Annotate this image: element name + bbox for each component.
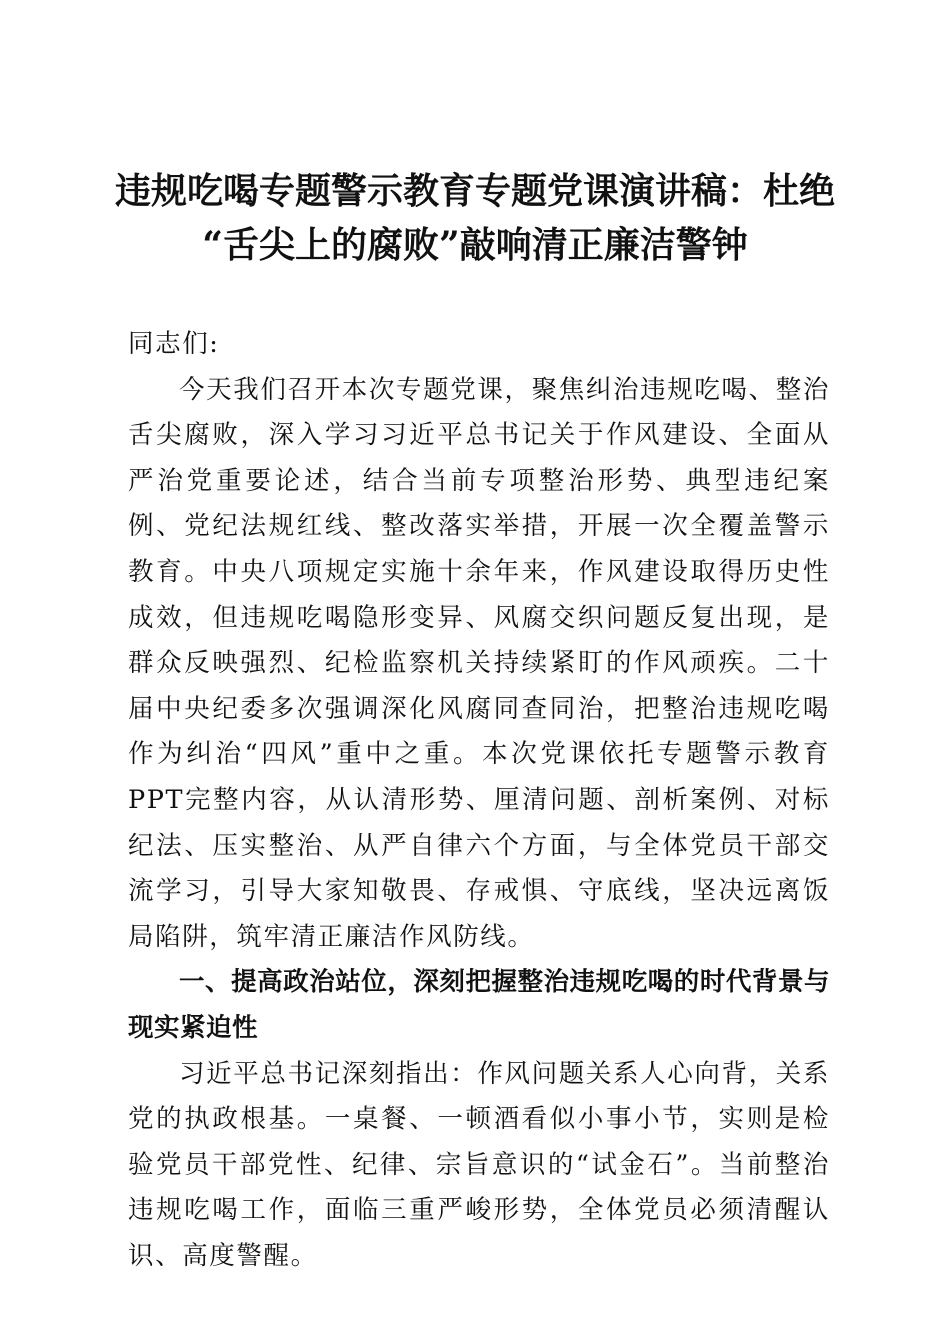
section-paragraph: 习近平总书记深刻指出：作风问题关系人心向背，关系党的执政根基。一桌餐、一顿酒看似小事小节，实则是检验党员干部党性、纪律、宗旨意识的“试金石”。当前整治违规吃喝工作，面临三重严峻形势，全体党员必须清醒认识、高度警醒。 [128,1058,830,1271]
document-title [110,164,840,272]
intro-paragraph: 今天我们召开本次专题党课，聚焦纠治违规吃喝、整治舌尖腐败，深入学习习近平总书记关于作风建设、全面从严治党重要论述，结合当前专项整治形势、典型违纪案例、党纪法规红线、整改落实举措，开展一次全覆盖警示教育。中央八项规定实施十余年来，作风建设取得历史性成效，但违规吃喝隐形变异、风腐交织问题反复出现，是群众反映强烈、纪检监察机关持续紧盯的作风顽疾。二十届中央纪委多次强调深化风腐同查同治，把整治违规吃喝作为纠治“四风”重中之重。本次党课依托专题警示教育PPT完整内容，从认清形势、厘清问题、剖析案例、对标纪法、压实整治、从严自律六个方面，与全体党员干部交流学习，引导大家知敬畏、存戒惧、守底线，坚决远离饭局陷阱，筑牢清正廉洁作风防线。 [128,374,830,952]
title-line-2: “舌尖上的腐败”敲响清正廉洁警钟 [202,224,748,266]
section-heading: 一、提高政治站位，深刻把握整治违规吃喝的时代背景与现实紧迫性 [128,967,830,1043]
title-line-1: 违规吃喝专题警示教育专题党课演讲稿：杜绝 [114,170,835,212]
salutation: 同志们: [128,329,220,359]
document-body [128,322,830,1279]
